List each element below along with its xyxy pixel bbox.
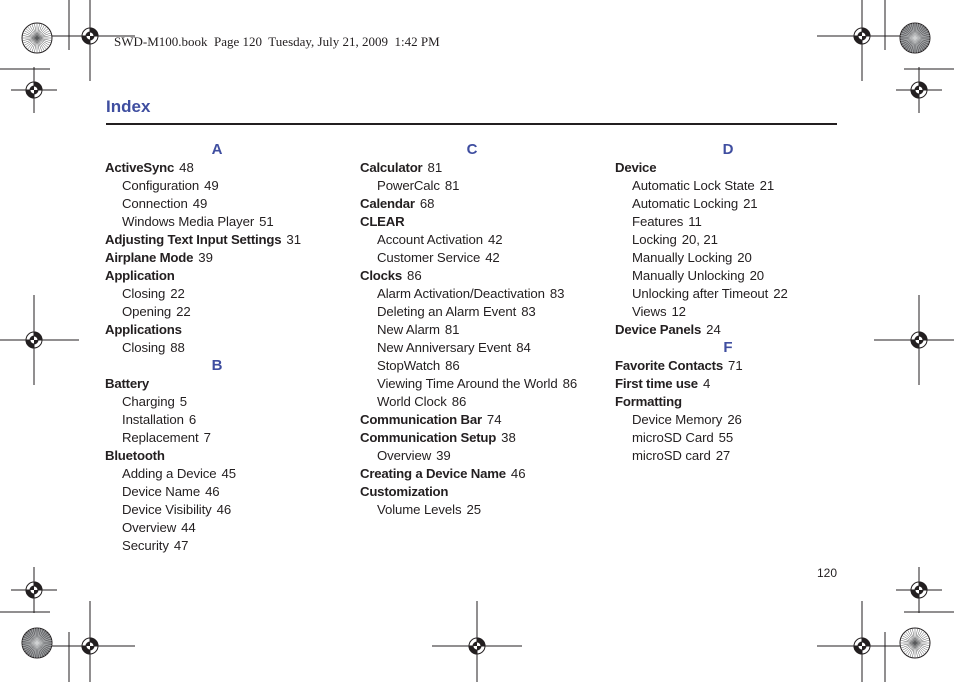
index-entry bbox=[615, 393, 835, 411]
index-subentry bbox=[615, 285, 835, 303]
entry-pages: 81 bbox=[444, 178, 460, 193]
entry-term: Manually Locking bbox=[632, 250, 733, 265]
entry-pages: 12 bbox=[671, 304, 686, 319]
registration-mark-icon bbox=[0, 295, 79, 385]
entry-pages: 26 bbox=[727, 412, 742, 427]
index-subentry bbox=[105, 429, 325, 447]
entry-term: Opening bbox=[122, 304, 172, 319]
section-letter: C bbox=[466, 141, 478, 158]
index-subentry bbox=[360, 339, 600, 357]
index-subentry bbox=[360, 501, 600, 519]
entry-term: Adding a Device bbox=[122, 466, 217, 481]
index-subentry bbox=[105, 483, 325, 501]
index-subentry bbox=[615, 411, 835, 429]
registration-mark-icon bbox=[874, 295, 954, 385]
entry-pages: 31 bbox=[286, 232, 302, 247]
entry-pages: 21 bbox=[759, 178, 775, 193]
entry-pages: 68 bbox=[419, 196, 435, 211]
entry-term: Charging bbox=[122, 394, 175, 409]
registration-mark-icon bbox=[11, 567, 57, 613]
index-subentry bbox=[615, 195, 835, 213]
index-entry bbox=[360, 411, 600, 429]
entry-term: First time use bbox=[615, 376, 698, 391]
index-subentry bbox=[615, 447, 835, 465]
index-entry bbox=[360, 429, 600, 447]
section-letter: D bbox=[722, 141, 734, 158]
entry-pages: 22 bbox=[773, 286, 788, 301]
registration-mark-icon bbox=[432, 601, 522, 682]
page-number: 120 bbox=[817, 566, 838, 580]
index-subentry bbox=[105, 411, 325, 429]
entry-term: Application bbox=[105, 268, 175, 283]
entry-pages: 86 bbox=[407, 268, 422, 283]
entry-pages: 42 bbox=[487, 232, 503, 247]
entry-pages: 55 bbox=[718, 430, 734, 445]
entry-term: Customer Service bbox=[377, 250, 481, 265]
index-subentry bbox=[360, 285, 600, 303]
color-bar-wheel-icon bbox=[22, 23, 52, 53]
entry-term: Communication Bar bbox=[360, 412, 482, 427]
entry-term: Calendar bbox=[360, 196, 415, 211]
entry-pages: 38 bbox=[501, 430, 516, 445]
entry-term: Overview bbox=[122, 520, 177, 535]
entry-term: Device Name bbox=[122, 484, 201, 499]
entry-pages: 84 bbox=[516, 340, 531, 355]
index-subentry bbox=[360, 447, 600, 465]
entry-term: Closing bbox=[122, 286, 166, 301]
entry-pages: 11 bbox=[688, 214, 702, 229]
entry-term: Replacement bbox=[122, 430, 199, 445]
entry-pages: 24 bbox=[706, 322, 721, 337]
entry-term: Favorite Contacts bbox=[615, 358, 723, 373]
entry-pages: 22 bbox=[176, 304, 191, 319]
entry-term: microSD card bbox=[632, 448, 711, 463]
entry-term: Formatting bbox=[615, 394, 682, 409]
entry-pages: 48 bbox=[179, 160, 194, 175]
index-entry bbox=[360, 267, 600, 285]
index-subentry bbox=[105, 537, 325, 555]
entry-term: Automatic Lock State bbox=[632, 178, 755, 193]
entry-pages: 42 bbox=[485, 250, 500, 265]
entry-term: Windows Media Player bbox=[122, 214, 255, 229]
section-letter: B bbox=[211, 357, 223, 374]
index-subentry bbox=[105, 285, 325, 303]
index-entry bbox=[615, 357, 835, 375]
entry-pages: 46 bbox=[510, 466, 526, 481]
entry-term: Unlocking after Timeout bbox=[632, 286, 769, 301]
entry-pages: 22 bbox=[170, 286, 185, 301]
color-bar-wheel-icon bbox=[22, 628, 52, 658]
entry-pages: 86 bbox=[562, 376, 578, 391]
index-subentry bbox=[105, 177, 325, 195]
registration-mark-icon bbox=[896, 67, 942, 113]
index-column-3 bbox=[615, 141, 835, 465]
index-entry bbox=[105, 159, 325, 177]
index-entry bbox=[360, 213, 600, 231]
index-subentry bbox=[360, 393, 600, 411]
index-entry bbox=[105, 321, 325, 339]
entry-pages: 44 bbox=[181, 520, 196, 535]
entry-term: Installation bbox=[122, 412, 184, 427]
entry-term: ActiveSync bbox=[105, 160, 175, 175]
entry-term: microSD Card bbox=[632, 430, 714, 445]
index-entry bbox=[105, 231, 325, 249]
entry-term: World Clock bbox=[377, 394, 447, 409]
entry-pages: 47 bbox=[173, 538, 189, 553]
index-entry bbox=[360, 483, 600, 501]
color-bar-wheel-icon bbox=[900, 628, 930, 658]
index-subentry bbox=[105, 303, 325, 321]
index-subentry bbox=[615, 213, 835, 231]
entry-term: Locking bbox=[632, 232, 677, 247]
index-entry bbox=[360, 465, 600, 483]
entry-term: PowerCalc bbox=[377, 178, 440, 193]
index-entry bbox=[105, 447, 325, 465]
section-letter: A bbox=[211, 141, 223, 158]
entry-pages: 81 bbox=[444, 322, 460, 337]
index-subentry bbox=[615, 177, 835, 195]
index-subentry bbox=[360, 177, 600, 195]
entry-term: Calculator bbox=[360, 160, 423, 175]
entry-term: Device bbox=[615, 160, 657, 175]
index-subentry bbox=[360, 357, 600, 375]
index-subentry bbox=[105, 195, 325, 213]
index-entry bbox=[615, 159, 835, 177]
entry-term: Device Panels bbox=[615, 322, 702, 337]
entry-term: Airplane Mode bbox=[105, 250, 194, 265]
entry-term: Connection bbox=[122, 196, 188, 211]
index-subentry bbox=[360, 321, 600, 339]
index-subentry bbox=[360, 303, 600, 321]
index-entry bbox=[360, 195, 600, 213]
index-column-2 bbox=[360, 141, 600, 519]
entry-term: New Alarm bbox=[377, 322, 440, 337]
entry-pages: 74 bbox=[486, 412, 502, 427]
entry-term: Manually Unlocking bbox=[632, 268, 745, 283]
entry-pages: 4 bbox=[702, 376, 711, 391]
entry-term: Device Visibility bbox=[122, 502, 212, 517]
registration-mark-icon bbox=[817, 601, 907, 682]
entry-pages: 71 bbox=[728, 358, 743, 373]
registration-mark-icon bbox=[896, 567, 942, 613]
index-subentry bbox=[360, 231, 600, 249]
index-subentry bbox=[105, 519, 325, 537]
registration-mark-icon bbox=[45, 601, 135, 682]
entry-pages: 27 bbox=[715, 448, 731, 463]
entry-pages: 46 bbox=[216, 502, 232, 517]
registration-mark-icon bbox=[817, 0, 907, 81]
entry-pages: 20, 21 bbox=[681, 232, 718, 247]
index-entry bbox=[105, 375, 325, 393]
index-subentry bbox=[615, 267, 835, 285]
entry-term: Volume Levels bbox=[377, 502, 462, 517]
entry-pages: 49 bbox=[204, 178, 219, 193]
entry-term: Overview bbox=[377, 448, 432, 463]
entry-pages: 39 bbox=[198, 250, 213, 265]
entry-pages: 51 bbox=[259, 214, 274, 229]
entry-term: Bluetooth bbox=[105, 448, 165, 463]
index-entry bbox=[615, 375, 835, 393]
entry-pages: 83 bbox=[549, 286, 565, 301]
entry-pages: 45 bbox=[221, 466, 237, 481]
entry-term: Configuration bbox=[122, 178, 200, 193]
entry-pages: 5 bbox=[179, 394, 187, 409]
entry-pages: 46 bbox=[205, 484, 220, 499]
index-column-1 bbox=[105, 141, 325, 555]
entry-term: Battery bbox=[105, 376, 150, 391]
entry-term: New Anniversary Event bbox=[377, 340, 512, 355]
entry-term: Deleting an Alarm Event bbox=[377, 304, 517, 319]
title-rule bbox=[106, 123, 837, 125]
entry-pages: 39 bbox=[436, 448, 451, 463]
entry-term: Closing bbox=[122, 340, 166, 355]
entry-term: Account Activation bbox=[377, 232, 483, 247]
index-subentry bbox=[105, 501, 325, 519]
entry-pages: 6 bbox=[188, 412, 197, 427]
entry-term: CLEAR bbox=[360, 214, 405, 229]
entry-term: Clocks bbox=[360, 268, 403, 283]
entry-pages: 49 bbox=[192, 196, 208, 211]
entry-pages: 7 bbox=[203, 430, 211, 445]
index-entry bbox=[360, 159, 600, 177]
page-title: Index bbox=[106, 97, 151, 116]
entry-pages: 86 bbox=[451, 394, 467, 409]
entry-pages: 86 bbox=[445, 358, 460, 373]
index-entry bbox=[615, 321, 835, 339]
index-subentry bbox=[105, 393, 325, 411]
index-subentry bbox=[615, 249, 835, 267]
entry-pages: 21 bbox=[743, 196, 758, 211]
entry-pages: 81 bbox=[427, 160, 443, 175]
registration-mark-icon bbox=[11, 67, 57, 113]
entry-term: Adjusting Text Input Settings bbox=[105, 232, 282, 247]
entry-term: Communication Setup bbox=[360, 430, 497, 445]
entry-term: Security bbox=[122, 538, 169, 553]
entry-term: Applications bbox=[105, 322, 182, 337]
index-entry bbox=[105, 249, 325, 267]
section-letter: F bbox=[723, 339, 733, 356]
entry-term: Creating a Device Name bbox=[360, 466, 506, 481]
entry-pages: 20 bbox=[749, 268, 765, 283]
entry-term: Device Memory bbox=[632, 412, 723, 427]
entry-term: Customization bbox=[360, 484, 449, 499]
index-entry bbox=[105, 267, 325, 285]
index-subentry bbox=[615, 429, 835, 447]
entry-term: StopWatch bbox=[377, 358, 441, 373]
entry-pages: 25 bbox=[466, 502, 481, 517]
index-subentry bbox=[105, 465, 325, 483]
index-subentry bbox=[615, 303, 835, 321]
entry-term: Alarm Activation/Deactivation bbox=[377, 286, 545, 301]
entry-term: Viewing Time Around the World bbox=[377, 376, 558, 391]
entry-pages: 88 bbox=[170, 340, 185, 355]
entry-term: Views bbox=[632, 304, 667, 319]
entry-pages: 83 bbox=[521, 304, 536, 319]
index-subentry bbox=[360, 249, 600, 267]
index-subentry bbox=[105, 339, 325, 357]
entry-term: Features bbox=[632, 214, 684, 229]
index-subentry bbox=[615, 231, 835, 249]
entry-pages: 20 bbox=[737, 250, 752, 265]
book-header: SWD-M100.book Page 120 Tuesday, July 21, 2009 1:42 PM bbox=[114, 34, 440, 49]
index-subentry bbox=[105, 213, 325, 231]
entry-term: Automatic Locking bbox=[632, 196, 739, 211]
color-bar-wheel-icon bbox=[900, 23, 930, 53]
index-subentry bbox=[360, 375, 600, 393]
